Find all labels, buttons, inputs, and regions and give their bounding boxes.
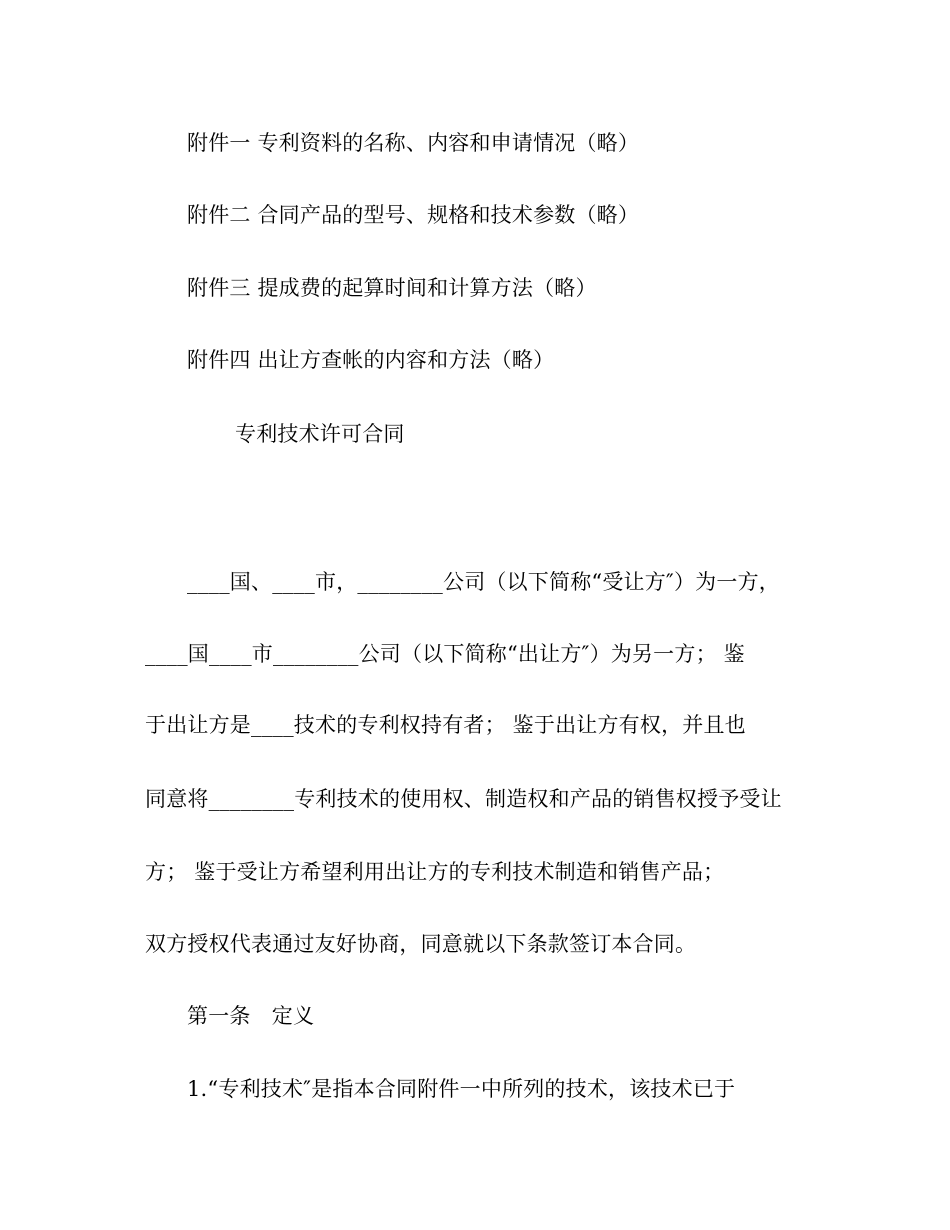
preamble-line-6: 双方授权代表通过友好协商，同意就以下条款签订本合同。 (145, 932, 697, 956)
definition-1: 1.“专利技术″是指本合同附件一中所列的技术，该技术已于 (187, 1077, 736, 1101)
preamble-line-5: 方； 鉴于受让方希望利用出让方的专利技术制造和销售产品； (145, 860, 725, 884)
appendix-3: 附件三 提成费的起算时间和计算方法（略） (187, 276, 597, 300)
appendix-1: 附件一 专利资料的名称、内容和申请情况（略） (187, 131, 640, 155)
article-1-heading: 第一条 定义 (187, 1004, 315, 1028)
appendix-4: 附件四 出让方查帐的内容和方法（略） (187, 348, 555, 372)
preamble-line-4: 同意将________专利技术的使用权、制造权和产品的销售权授予受让 (145, 787, 782, 811)
preamble-line-3: 于出让方是____技术的专利权持有者； 鉴于出让方有权，并且也 (145, 713, 746, 737)
preamble-line-1: ____国、____市，________公司（以下简称“受让方″）为一方， (187, 570, 780, 594)
contract-title: 专利技术许可合同 (235, 422, 405, 446)
appendix-2: 附件二 合同产品的型号、规格和技术参数（略） (187, 203, 640, 227)
preamble-line-2: ____国____市________公司（以下简称“出让方″）为另一方； 鉴 (145, 642, 745, 666)
